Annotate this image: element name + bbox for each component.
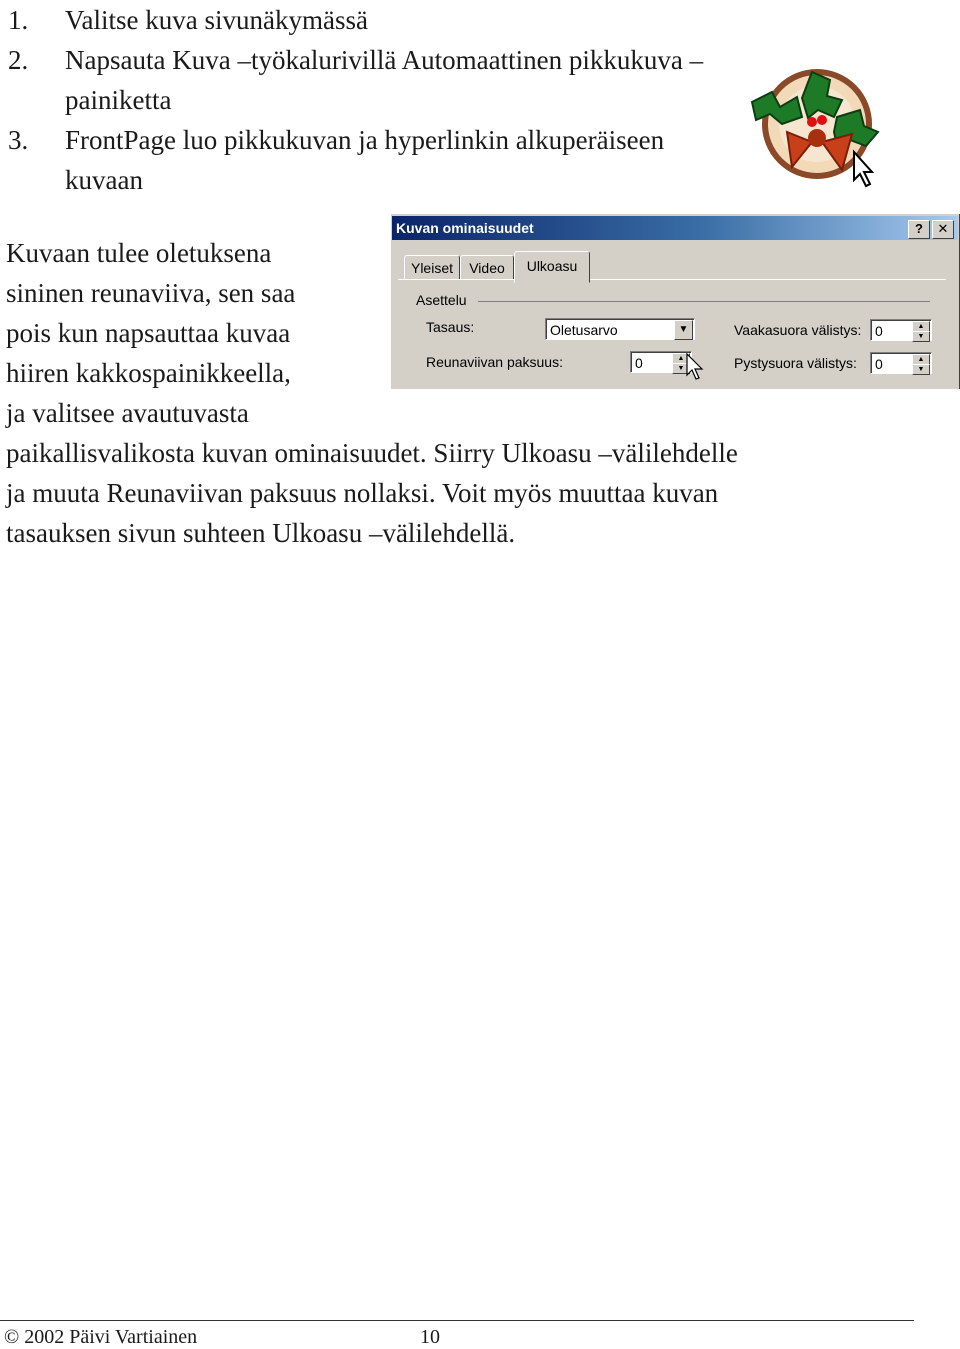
holly-clipart-image	[742, 62, 902, 192]
vertical-spacing-value: 0	[875, 356, 883, 372]
border-thickness-value: 0	[635, 355, 643, 371]
paragraph-line: pois kun napsauttaa kuvaa	[6, 318, 291, 348]
step-number: 3.	[8, 125, 29, 155]
paragraph-line: ja muuta Reunaviivan paksuus nollaksi. Voit myös muuttaa kuvan	[6, 478, 719, 508]
border-thickness-field[interactable]	[630, 351, 692, 373]
spin-up-icon[interactable]: ▲	[672, 353, 690, 364]
horizontal-spacing-value: 0	[875, 323, 883, 339]
align-label: Tasaus:	[426, 319, 475, 335]
step-text: Napsauta Kuva –työkalurivillä Automaattinen pikkukuva –painiketta	[65, 45, 704, 115]
paragraph-line: tasauksen sivun suhteen Ulkoasu –välilehdellä.	[6, 518, 516, 548]
vertical-spacing-field[interactable]	[870, 352, 932, 374]
paragraph-line: sininen reunaviiva, sen saa	[6, 278, 296, 308]
tab-yleiset[interactable]: Yleiset	[404, 255, 460, 280]
border-thickness-label: Reunaviivan paksuus:	[426, 354, 563, 370]
footer-copyright: © 2002 Päivi Vartiainen	[4, 1326, 198, 1348]
paragraph-line: Kuvaan tulee oletuksena	[6, 238, 272, 268]
help-button[interactable]: ?	[908, 220, 930, 239]
paragraph-line: ja valitsee avautuvasta	[6, 398, 249, 428]
group-label-asettelu: Asettelu	[416, 292, 467, 308]
step-text: FrontPage luo pikkukuvan ja hyperlinkin alkuperäiseen kuvaan	[65, 125, 665, 195]
step-text: Valitse kuva sivunäkymässä	[65, 5, 368, 35]
vertical-spacing-label: Pystysuora välistys:	[734, 355, 857, 371]
step-list	[0, 0, 725, 200]
align-select[interactable]	[545, 318, 695, 340]
chevron-down-icon[interactable]: ▼	[674, 320, 693, 340]
spin-up-icon[interactable]: ▲	[912, 354, 930, 365]
tab-panel-border	[398, 279, 946, 280]
horizontal-spacing-field[interactable]	[870, 319, 932, 341]
paragraph-line: hiiren kakkospainikkeella,	[6, 358, 291, 388]
spin-up-icon[interactable]: ▲	[912, 321, 930, 332]
close-button[interactable]: ✕	[932, 220, 954, 239]
group-divider	[478, 301, 930, 302]
mouse-pointer-icon	[686, 353, 704, 381]
footer-divider	[0, 1320, 914, 1321]
spin-down-icon[interactable]: ▼	[912, 331, 930, 342]
horizontal-spacing-label: Vaakasuora välistys:	[734, 322, 862, 338]
step-number: 1.	[8, 5, 29, 35]
tab-video[interactable]: Video	[460, 255, 514, 280]
spin-down-icon[interactable]: ▼	[912, 364, 930, 375]
step-item	[0, 120, 725, 200]
dialog-title-bar	[392, 216, 958, 240]
tab-ulkoasu[interactable]: Ulkoasu	[514, 251, 590, 283]
step-item	[0, 0, 725, 40]
page-number: 10	[420, 1326, 440, 1348]
image-properties-dialog-screenshot	[390, 213, 960, 389]
step-item	[0, 40, 725, 120]
step-number: 2.	[8, 45, 29, 75]
paragraph-line: paikallisvalikosta kuvan ominaisuudet. Siirry Ulkoasu –välilehdelle	[6, 438, 738, 468]
dialog-title: Kuvan ominaisuudet	[396, 220, 534, 236]
spin-down-icon[interactable]: ▼	[672, 363, 690, 374]
align-select-value: Oletusarvo	[550, 322, 618, 338]
